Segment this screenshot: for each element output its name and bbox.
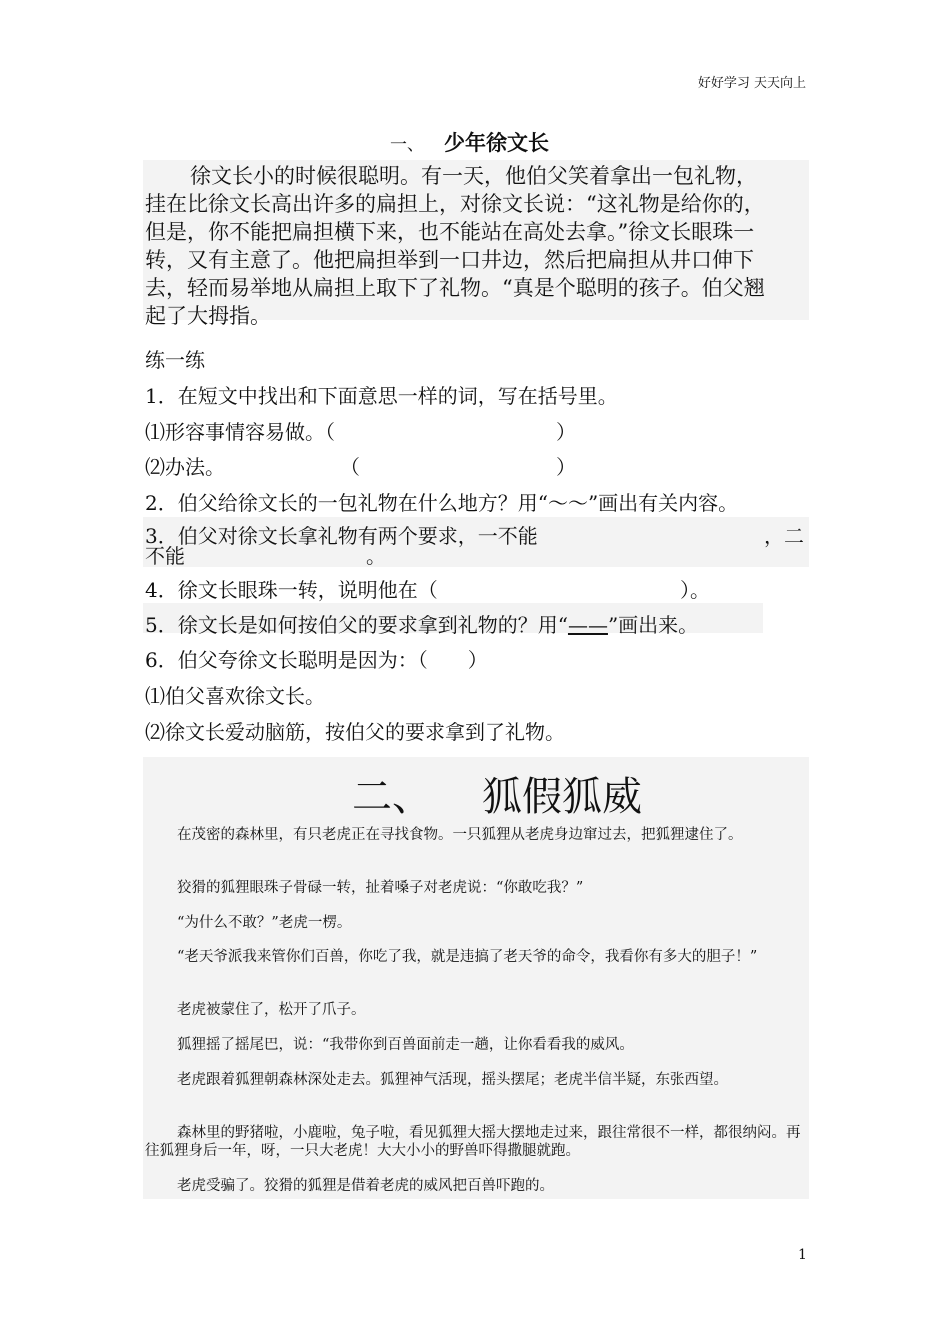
paragraph-line: 挂在比徐文长高出许多的扁担上，对徐文长说：“这礼物是给你的， xyxy=(145,192,765,216)
story-paragraph: 在茂密的森林里，有只老虎正在寻找食物。一只狐狸从老虎身边窜过去，把狐狸逮住了。 xyxy=(177,827,743,843)
story-paragraph: 老虎跟着狐狸朝森林深处走去。狐狸神气活现，摇头摆尾；老虎半信半疑，东张西望。 xyxy=(177,1072,728,1088)
story-paragraph: “老天爷派我来管你们百兽，你吃了我，就是违搞了老天爷的命令，我看你有多大的胆子！” xyxy=(177,949,758,965)
section2-number: 二、 xyxy=(352,774,432,820)
story-paragraph: 老虎受骗了。狡猾的狐狸是借着老虎的威风把百兽吓跑的。 xyxy=(177,1178,554,1194)
page-header: 好好学习 天天向上 xyxy=(697,76,806,91)
story-paragraph: 森林里的野猪啦，小鹿啦，兔子啦，看见狐狸大摇大摆地走过来，跟往常很不一样，都很纳闷。再往狐狸身后一年，呀，一只大老虎！大大小小的野兽吓得撒腿就跑。 xyxy=(145,1125,801,1159)
story-paragraph: 老虎被蒙住了，松开了爪子。 xyxy=(177,1002,366,1018)
paragraph-line: 徐文长小的时候很聪明。有一天，他伯父笑着拿出一包礼物， xyxy=(190,164,757,188)
question-2: 2．伯父给徐文长的一包礼物在什么地方？用“～～”画出有关内容。 xyxy=(145,491,739,515)
section2-title: 狐假狐威 xyxy=(482,774,642,820)
question-1: 1．在短文中找出和下面意思一样的词，写在括号里。 xyxy=(145,384,618,408)
question-3-end: 。 xyxy=(366,544,386,568)
story-paragraph: 狡猾的狐狸眼珠子骨碌一转，扯着嗓子对老虎说：“你敢吃我？” xyxy=(177,880,584,896)
question-6-2: ⑵徐文长爱动脑筋，按伯父的要求拿到了礼物。 xyxy=(145,720,565,744)
paragraph-line: 起了大拇指。 xyxy=(145,304,271,328)
question-1-1: ⑴形容事情容易做。（ xyxy=(145,420,335,444)
question-3-comma: ，二 xyxy=(764,524,804,548)
open-paren: （ xyxy=(340,455,360,479)
close-paren: ） xyxy=(556,420,576,444)
question-4: 4．徐文长眼珠一转，说明他在（ xyxy=(145,578,438,602)
section1-heading xyxy=(390,127,549,157)
section1-paragraph xyxy=(145,162,807,330)
question-5 xyxy=(145,609,698,638)
paragraph-line: 但是，你不能把扁担横下来，也不能站在高处去拿。”徐文长眼珠一 xyxy=(145,220,755,244)
exercise-heading: 练一练 xyxy=(145,348,205,372)
paragraph-line: 去，轻而易举地从扁担上取下了礼物。“真是个聪明的孩子。伯父翘 xyxy=(145,276,765,300)
question-3-line1: 3．伯父对徐文长拿礼物有两个要求，一不能 xyxy=(145,524,538,548)
page-number: 1 xyxy=(798,1247,807,1263)
story-paragraph: 狐狸摇了摇尾巴，说：“我带你到百兽面前走一趟，让你看看我的威风。 xyxy=(177,1037,634,1053)
section2-heading xyxy=(352,765,642,822)
section1-number: 一、 xyxy=(390,135,424,155)
question-1-2: ⑵办法。 xyxy=(145,455,225,479)
question-6-1: ⑴伯父喜欢徐文长。 xyxy=(145,684,325,708)
question-5-text-end: ”画出来。 xyxy=(607,613,699,637)
question-5-line: —— xyxy=(567,613,608,637)
paragraph-line: 转，又有主意了。他把扁担举到一口井边，然后把扁担从井口伸下 xyxy=(145,248,754,272)
question-6: 6．伯父夸徐文长聪明是因为：（ ） xyxy=(145,648,488,672)
close-paren: ） xyxy=(556,455,576,479)
question-3-line2: 不能 xyxy=(145,544,185,568)
question-5-text: 5．徐文长是如何按伯父的要求拿到礼物的？用“ xyxy=(145,613,568,637)
section1-title: 少年徐文长 xyxy=(444,130,549,155)
question-4-end: ）。 xyxy=(680,578,710,602)
story-paragraph: “为什么不敢？”老虎一楞。 xyxy=(177,915,352,931)
